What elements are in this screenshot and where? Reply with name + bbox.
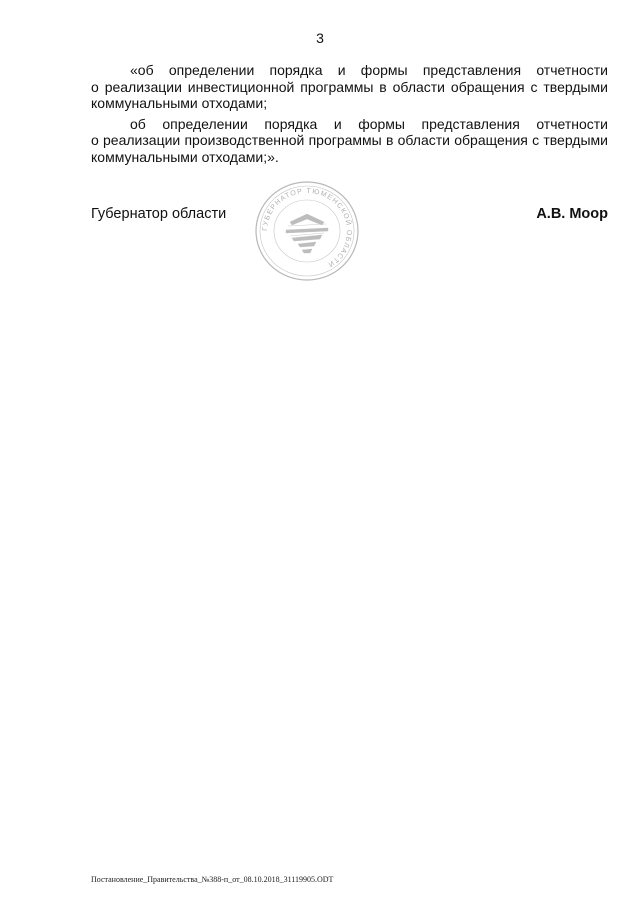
- seal-ring-text: ГУБЕРНАТОР ТЮМЕНСКОЙ ОБЛАСТИ: [261, 187, 353, 269]
- paragraph-line: о реализации инвестиционной программы в области обращения с твердыми: [91, 78, 608, 95]
- official-seal: [252, 178, 362, 284]
- document-body: [91, 62, 608, 169]
- signatory-title: Губернатор области: [91, 206, 227, 222]
- paragraph-line: о реализации производственной программы в области обращения с твердыми: [91, 132, 608, 148]
- paragraph-line: коммунальными отходами;: [91, 95, 268, 111]
- document-footer: Постановление_Правительства_№388-п_от_08.10.2018_31119905.ODT: [91, 875, 334, 884]
- paragraph-line: «об определении порядка и формы представления отчетности: [130, 62, 608, 78]
- paragraph-line: коммунальными отходами;».: [91, 148, 279, 165]
- paragraph-investment-program: [91, 62, 608, 112]
- page-number: 3: [316, 30, 324, 46]
- coat-of-arms-icon: [286, 214, 328, 253]
- paragraph-line: об определении порядка и формы представления отчетности: [130, 115, 608, 132]
- signatory-name: А.В. Моор: [536, 206, 608, 222]
- paragraph-production-program: [91, 116, 608, 166]
